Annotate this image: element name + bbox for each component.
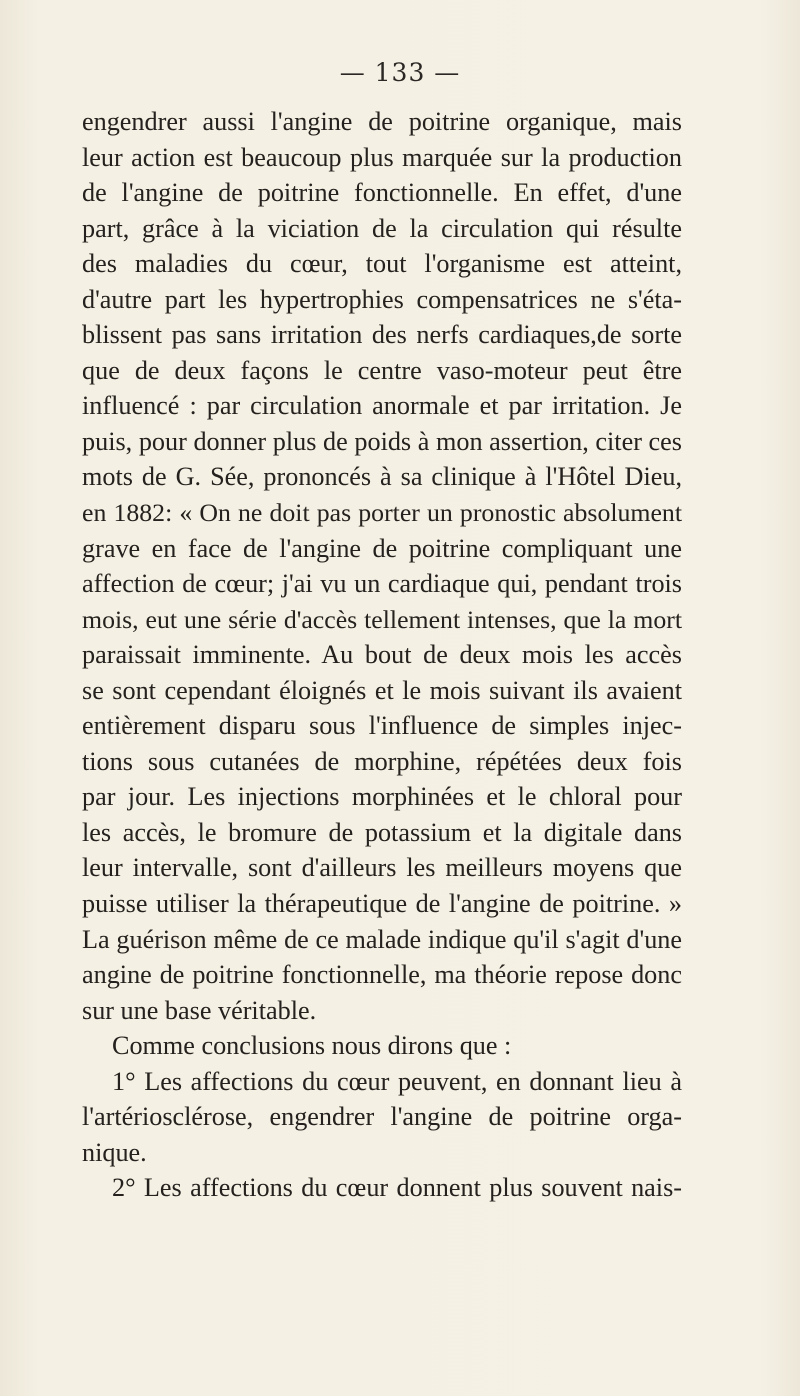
text-line: les accès, le bromure de potassium et la digitale dans <box>82 817 682 847</box>
text-line: La guérison même de ce malade indique qu'il s'agit d'une <box>82 924 682 954</box>
text-line: grave en face de l'angine de poitrine compliquant une <box>82 533 682 563</box>
text-line: 2° Les affections du cœur donnent plus souvent nais- <box>112 1173 682 1203</box>
text-line: leur intervalle, sont d'ailleurs les meilleurs moyens que <box>82 853 682 883</box>
text-line: l'artériosclérose, engendrer l'angine de poitrine orga- <box>82 1102 682 1132</box>
body-text <box>82 104 682 1206</box>
text-line: angine de poitrine fonctionnelle, ma théorie repose donc <box>82 960 682 990</box>
text-line: nique. <box>82 1137 147 1167</box>
text-line: 1° Les affections du cœur peuvent, en donnant lieu à <box>112 1066 682 1096</box>
text-line: mots de G. Sée, prononcés à sa clinique à l'Hôtel Dieu, <box>82 462 682 492</box>
text-line: puisse utiliser la thérapeutique de l'angine de poitrine. » <box>82 889 682 919</box>
text-line: part, grâce à la viciation de la circulation qui résulte <box>82 213 682 243</box>
text-line: entièrement disparu sous l'influence de simples injec- <box>82 711 682 741</box>
text-line: par jour. Les injections morphinées et le chloral pour <box>82 782 682 812</box>
text-line: des maladies du cœur, tout l'organisme est atteint, <box>82 249 682 279</box>
text-line: paraissait imminente. Au bout de deux mois les accès <box>82 640 682 670</box>
text-line: d'autre part les hypertrophies compensatrices ne s'éta- <box>82 284 682 314</box>
text-line: leur action est beaucoup plus marquée sur la production <box>82 142 682 172</box>
text-line: Comme conclusions nous dirons que : <box>112 1031 512 1061</box>
text-line: influencé : par circulation anormale et par irritation. Je <box>82 391 682 421</box>
text-line: en 1882: « On ne doit pas porter un pronostic absolument <box>82 498 682 528</box>
text-line: blissent pas sans irritation des nerfs cardiaques,de sorte <box>82 320 682 350</box>
text-line: de l'angine de poitrine fonctionnelle. En effet, d'une <box>82 178 682 208</box>
text-line: que de deux façons le centre vaso-moteur peut être <box>82 355 682 385</box>
text-line: tions sous cutanées de morphine, répétées deux fois <box>82 746 682 776</box>
text-line: se sont cependant éloignés et le mois suivant ils avaient <box>82 675 682 705</box>
text-line: puis, pour donner plus de poids à mon assertion, citer ces <box>82 426 682 456</box>
text-line: affection de cœur; j'ai vu un cardiaque qui, pendant trois <box>82 569 682 599</box>
text-line: mois, eut une série d'accès tellement intenses, que la mort <box>82 604 682 634</box>
page-number: — 133 — <box>339 58 461 87</box>
text-line: engendrer aussi l'angine de poitrine organique, mais <box>82 107 682 136</box>
text-line: sur une base véritable. <box>82 995 317 1025</box>
